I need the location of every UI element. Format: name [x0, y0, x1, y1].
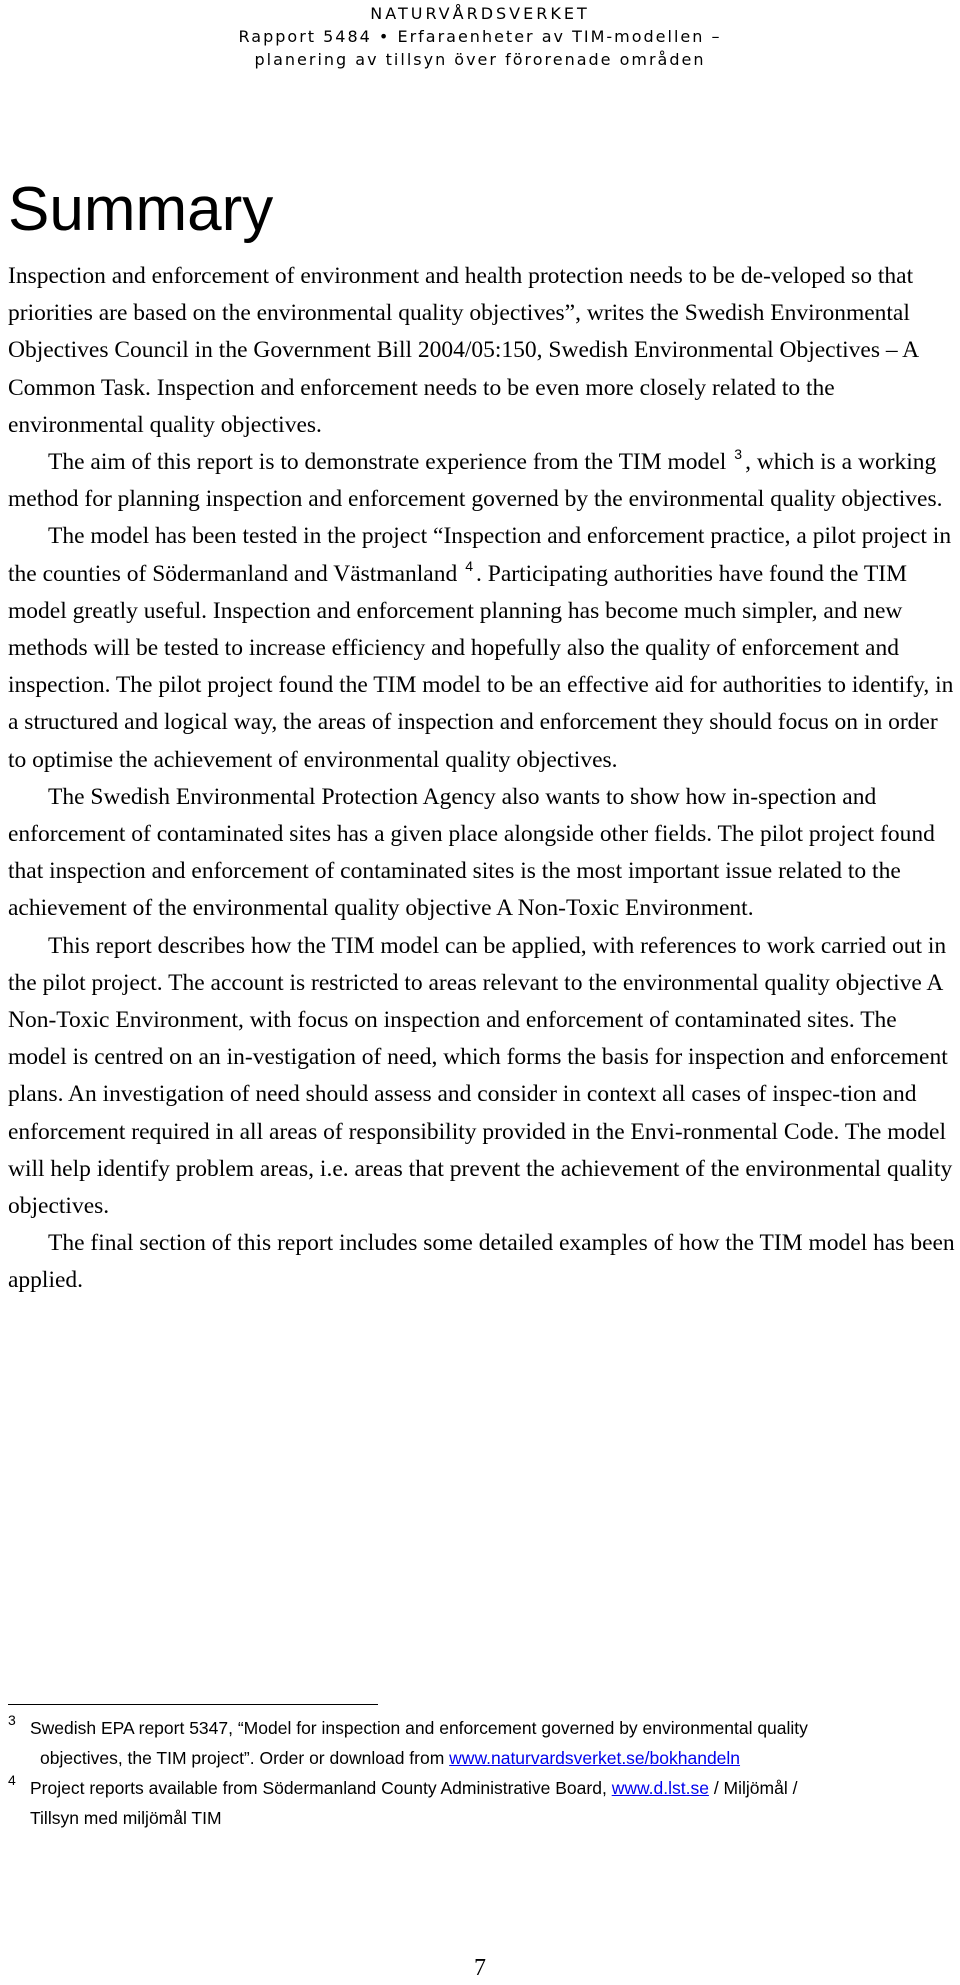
bookshop-link[interactable]: www.naturvardsverket.se/bokhandeln [449, 1748, 741, 1768]
paragraph-2-text-end: , which is a working method for planning inspection and enforcement governed by the environmental quality objectives. [8, 449, 943, 513]
footnote-3-text-line-1: Swedish EPA report 5347, “Model for inspection and enforcement governed by environmental quality [30, 1718, 808, 1738]
footnote-3-number: 3 [8, 1712, 16, 1728]
summary-body [8, 258, 958, 1300]
footnote-ref-3[interactable]: 3 [734, 446, 743, 463]
paragraph-3-text-start: The model has been tested in the project “Inspection and enforcement practice, a pilot project in the counties of Södermanland and Västmanland [8, 523, 952, 587]
footnote-ref-4[interactable]: 4 [465, 557, 474, 574]
paragraph-3-text-end: . Participating authorities have found the TIM model greatly useful. Inspection and enforcement planning has become much simpler, and new methods will be tested to increase efficiency and hopefully also the quality of enforcement and inspection. The pilot project found the TIM model to be an effective aid for authorities to identify, in a structured and logical way, the areas of inspection and enforcement they should focus on in order to optimise the achievement of environmental quality objectives. [8, 560, 954, 773]
publisher-name: NATURVÅRDSVERKET [370, 4, 590, 23]
paragraph-6: The final section of this report includes some detailed examples of how the TIM model has been applied. [8, 1230, 955, 1294]
paragraph-3 [8, 518, 958, 778]
footnote-separator [8, 1704, 378, 1705]
footnote-3-line-2 [30, 1743, 958, 1773]
paragraph-2-text-start: The aim of this report is to demonstrate experience from the TIM model [48, 449, 727, 476]
paragraph-4: The Swedish Environmental Protection Agency also wants to show how in-spection and enforcement of contaminated sites has a given place alongside other fields. The pilot project found that inspection and enforcement of contaminated sites is the most important issue related to the achievement of the environmental quality objective A Non-Toxic Environment. [8, 783, 935, 922]
footnote-4-number: 4 [8, 1772, 16, 1788]
paragraph-1: Inspection and enforcement of environment and health protection needs to be de-veloped so that priorities are based on the environmental quality objectives”, writes the Swedish Environmental Objectives Council in the Government Bill 2004/05:150, Swedish Environmental Objectives – A Common Task. Inspection and enforcement needs to be even more closely related to the environmental quality objectives. [8, 263, 918, 438]
footnotes [8, 1713, 958, 1833]
footnote-3-text-line-2: objectives, the TIM project”. Order or download from [40, 1748, 445, 1768]
running-header [0, 0, 960, 71]
page-title: Summary [8, 175, 274, 244]
report-title-line-1: Rapport 5484 • Erfaraenheter av TIM-modellen – [238, 27, 722, 46]
county-board-link[interactable]: www.d.lst.se [611, 1778, 709, 1798]
footnote-4 [8, 1773, 958, 1833]
footnote-3 [8, 1713, 958, 1773]
paragraph-2 [8, 444, 958, 518]
paragraph-5: This report describes how the TIM model can be applied, with references to work carried out in the pilot project. The account is restricted to areas relevant to the environmental quality objective A Non-Toxic Environment, with focus on inspection and enforcement of contaminated sites. The model is centred on an in-vestigation of need, which forms the basis for inspection and enforcement plans. An investigation of need should assess and consider in context all cases of inspec-tion and enforcement required in all areas of responsibility provided in the Envi-ronmental Code. The model will help identify problem areas, i.e. areas that prevent the achievement of the environmental quality objectives. [8, 932, 953, 1220]
report-title-line-2: planering av tillsyn över förorenade områden [254, 50, 706, 69]
footnote-4-text-end: / Miljömål / [713, 1778, 798, 1798]
footnote-4-text-line-2: Tillsyn med miljömål TIM [30, 1808, 222, 1828]
footnote-4-text-start: Project reports available from Södermanland County Administrative Board, [30, 1778, 607, 1798]
page-number: 7 [474, 1955, 486, 1981]
